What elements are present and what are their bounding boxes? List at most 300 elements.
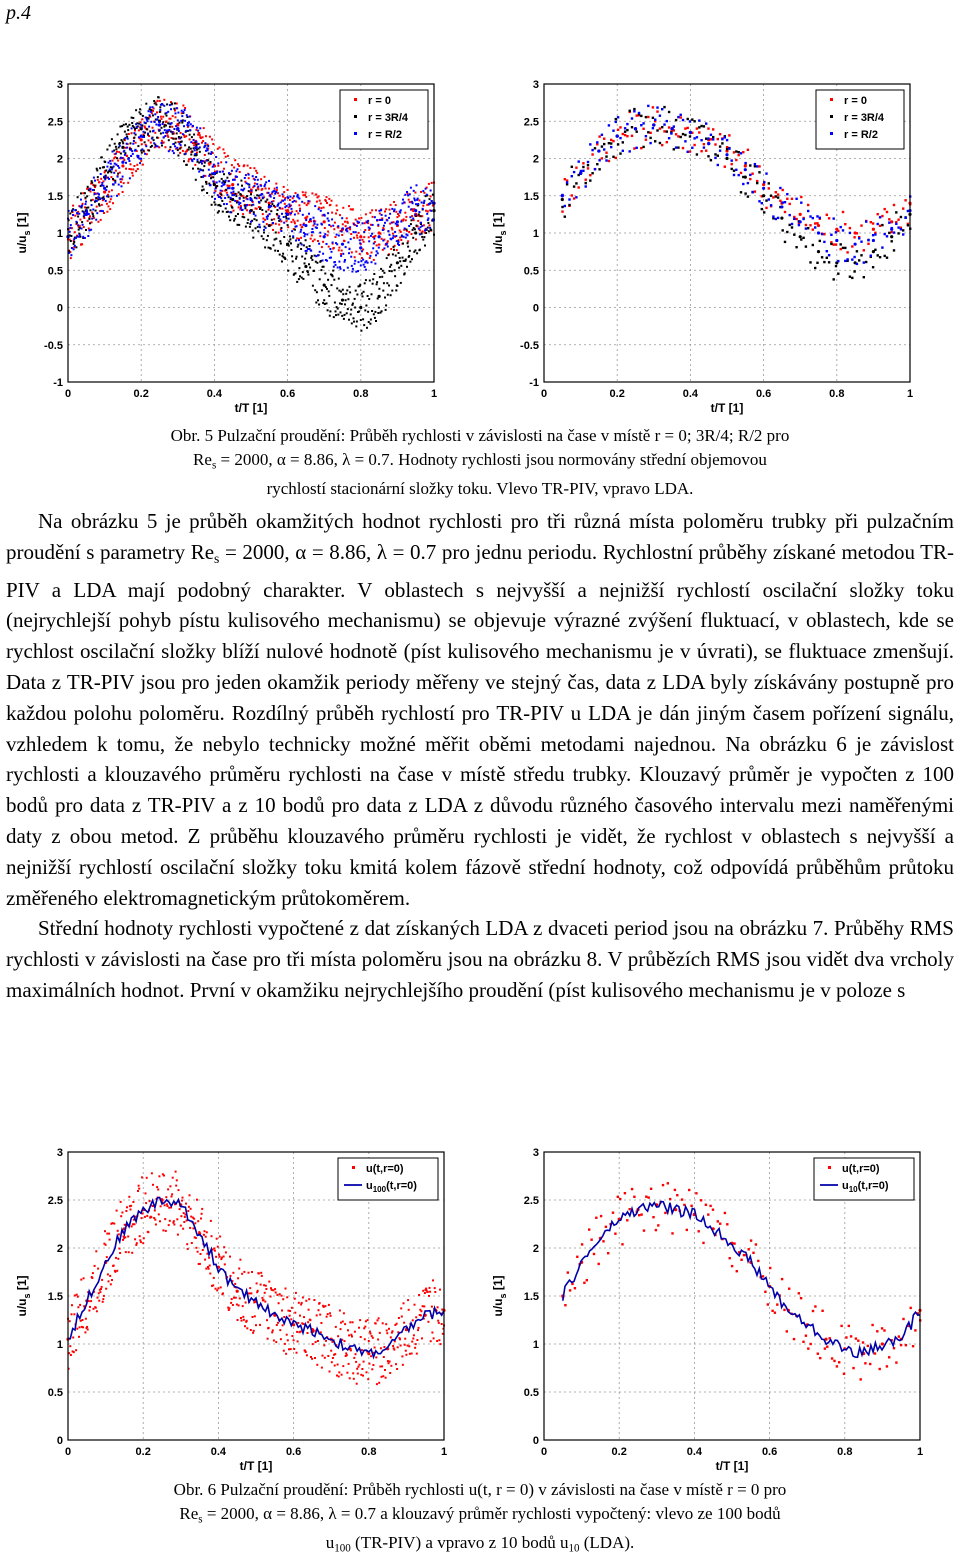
data-point xyxy=(128,1196,130,1198)
y-tick-label: -1 xyxy=(529,377,539,389)
data-point xyxy=(70,254,72,256)
data-point xyxy=(205,181,207,183)
data-point xyxy=(159,1220,161,1222)
x-tick-label: 0.8 xyxy=(837,1446,853,1458)
data-point xyxy=(273,205,275,207)
data-point xyxy=(426,213,428,215)
data-point xyxy=(677,116,679,118)
data-point xyxy=(291,249,293,251)
data-point xyxy=(434,1287,436,1289)
data-point xyxy=(165,1230,167,1232)
y-tick-label: 0 xyxy=(56,1435,63,1447)
data-point xyxy=(159,109,161,111)
data-point xyxy=(91,218,93,220)
data-point xyxy=(405,237,407,239)
data-point xyxy=(425,232,427,234)
data-point xyxy=(707,137,709,139)
y-tick-label: 2 xyxy=(56,153,63,166)
data-point xyxy=(777,196,779,198)
data-point xyxy=(365,305,367,307)
data-point xyxy=(175,1185,177,1187)
data-point xyxy=(338,1371,340,1373)
data-point xyxy=(267,235,269,237)
data-point xyxy=(600,1215,602,1217)
data-point xyxy=(149,114,151,116)
data-point xyxy=(279,240,281,242)
data-point xyxy=(119,142,121,144)
data-point xyxy=(860,241,862,243)
data-point xyxy=(564,178,566,180)
data-point xyxy=(407,242,409,244)
data-point xyxy=(378,288,380,290)
data-point xyxy=(860,224,862,226)
data-point xyxy=(385,304,387,306)
data-point xyxy=(229,219,231,221)
data-point xyxy=(211,138,213,140)
data-point xyxy=(222,171,224,173)
data-point xyxy=(610,146,612,148)
data-point xyxy=(823,261,825,263)
data-point xyxy=(400,1345,402,1347)
data-point xyxy=(412,202,414,204)
legend-swatch-dot xyxy=(830,115,833,118)
data-point xyxy=(578,186,580,188)
data-point xyxy=(824,1347,826,1349)
data-point xyxy=(652,106,654,108)
data-point xyxy=(268,1327,270,1329)
data-point xyxy=(253,218,255,220)
data-point xyxy=(80,192,82,194)
data-point xyxy=(422,190,424,192)
data-point xyxy=(351,265,353,267)
data-point xyxy=(396,1323,398,1325)
data-point xyxy=(312,231,314,233)
data-point xyxy=(302,224,304,226)
data-point xyxy=(371,310,373,312)
data-point xyxy=(171,103,173,105)
data-point xyxy=(783,1309,785,1311)
data-point xyxy=(333,247,335,249)
data-point xyxy=(666,120,668,122)
data-point xyxy=(293,1339,295,1341)
data-point xyxy=(369,280,371,282)
data-point xyxy=(182,105,184,107)
data-point xyxy=(900,216,902,218)
data-point xyxy=(344,221,346,223)
data-point xyxy=(173,1220,175,1222)
data-point xyxy=(139,1239,141,1241)
data-point xyxy=(204,1230,206,1232)
data-point xyxy=(137,1190,139,1192)
data-point xyxy=(142,115,144,117)
data-point xyxy=(347,222,349,224)
data-point xyxy=(307,1332,309,1334)
data-point xyxy=(198,143,200,145)
data-point xyxy=(696,127,698,129)
data-point xyxy=(273,218,275,220)
data-point-key xyxy=(890,235,893,238)
data-point xyxy=(281,1295,283,1297)
data-point xyxy=(283,1350,285,1352)
data-point xyxy=(99,181,101,183)
data-point xyxy=(877,254,879,256)
data-point xyxy=(157,100,159,102)
data-point xyxy=(364,282,366,284)
data-point xyxy=(113,166,115,168)
data-point xyxy=(314,223,316,225)
data-point xyxy=(73,248,75,250)
data-point xyxy=(409,193,411,195)
data-point xyxy=(388,217,390,219)
data-point xyxy=(77,196,79,198)
caption6-line3-end: (LDA). xyxy=(579,1533,635,1553)
data-point xyxy=(408,255,410,257)
data-point xyxy=(386,1330,388,1332)
data-point xyxy=(131,127,133,129)
data-point xyxy=(241,1273,243,1275)
data-point xyxy=(70,224,72,226)
data-point xyxy=(189,129,191,131)
data-point xyxy=(902,233,904,235)
data-point xyxy=(297,1340,299,1342)
caption-re-sub: s xyxy=(211,459,217,472)
data-point xyxy=(598,168,600,170)
data-point xyxy=(724,1212,726,1214)
data-point xyxy=(140,121,142,123)
data-point xyxy=(698,131,700,133)
data-point xyxy=(902,207,904,209)
data-point xyxy=(370,1355,372,1357)
data-point xyxy=(821,233,823,235)
data-point xyxy=(125,1210,127,1212)
data-point xyxy=(809,224,811,226)
data-point xyxy=(440,1343,442,1345)
data-point xyxy=(70,240,72,242)
data-point xyxy=(735,169,737,171)
data-point xyxy=(291,1335,293,1337)
data-point xyxy=(316,262,318,264)
data-point xyxy=(380,268,382,270)
data-point xyxy=(842,229,844,231)
data-point xyxy=(326,1316,328,1318)
data-point xyxy=(230,192,232,194)
data-point xyxy=(199,1263,201,1265)
data-point xyxy=(391,222,393,224)
data-point xyxy=(131,1225,133,1227)
data-point xyxy=(146,1177,148,1179)
data-point xyxy=(279,207,281,209)
data-point xyxy=(192,125,194,127)
data-point xyxy=(341,231,343,233)
data-point xyxy=(383,247,385,249)
data-point xyxy=(305,252,307,254)
data-point xyxy=(209,1265,211,1267)
data-point xyxy=(104,1230,106,1232)
data-point xyxy=(130,155,132,157)
data-point xyxy=(360,330,362,332)
data-point xyxy=(257,230,259,232)
data-point xyxy=(837,260,839,262)
data-point xyxy=(202,169,204,171)
data-point xyxy=(131,122,133,124)
data-point xyxy=(888,222,890,224)
data-point xyxy=(578,160,580,162)
data-point xyxy=(897,219,899,221)
data-point xyxy=(645,139,647,141)
data-point xyxy=(103,198,105,200)
data-point xyxy=(149,106,151,108)
data-point xyxy=(900,228,902,230)
data-point xyxy=(91,204,93,206)
data-point xyxy=(626,135,628,137)
data-point xyxy=(200,1218,202,1220)
data-point xyxy=(328,1304,330,1306)
figure6-caption-line3 xyxy=(40,1531,920,1560)
data-point xyxy=(174,145,176,147)
legend-label xyxy=(842,1163,880,1175)
data-point xyxy=(261,235,263,237)
data-point xyxy=(263,229,265,231)
data-point-key xyxy=(268,205,271,208)
data-point xyxy=(113,172,115,174)
data-point xyxy=(93,177,95,179)
data-point xyxy=(655,1229,657,1231)
data-point xyxy=(844,247,846,249)
data-point xyxy=(90,209,92,211)
data-point xyxy=(294,1298,296,1300)
data-point xyxy=(418,1327,420,1329)
data-point xyxy=(237,1319,239,1321)
data-point xyxy=(289,238,291,240)
data-point xyxy=(225,208,227,210)
data-point xyxy=(333,316,335,318)
data-point xyxy=(392,237,394,239)
data-point xyxy=(411,219,413,221)
data-point xyxy=(304,202,306,204)
data-point xyxy=(184,1216,186,1218)
data-point xyxy=(278,1302,280,1304)
y-axis-label-main: u/u xyxy=(15,235,29,254)
data-point xyxy=(271,219,273,221)
data-point xyxy=(202,186,204,188)
data-point xyxy=(399,1338,401,1340)
data-point xyxy=(393,235,395,237)
paragraph-1-b: = 2000, α = 8.86, λ = 0.7 pro jednu periodu. Rychlostní průběhy získané metodou TR-PIV a LDA mají podobný charakter. V oblastech s nejvyšší a nejnižší rychlostí oscilační složky toku (nejrychlejší pohyb pístu kulisového mechanismu) se objevuje výrazné zvýšení fluktuací, v oblastech, kde se rychlost oscilační složky blíží nulové hodnotě (píst kulisového mechanismu je v úvrati), se fluktuace zmenšují. Data z TR-PIV jsou pro jeden okamžik periody měřeny ve stejný čas, data z LDA byly získávány postupně pro každou polohu poloměru. Rozdílný průběh rychlostí pro TR-PIV u LDA je dán jiným časem pořízení signálu, vzhledem k tomu, že nebylo technicky možné měřit oběmi metodami najednou. Na obrázku 6 je závislost rychlosti a klouzavého průměru rychlosti na čase v místě středu trubky. Klouzavý průměr je vypočten z 100 bodů pro data z TR-PIV a z 10 bodů pro data z LDA z důvodu různého časového intervalu mezi naměřenými daty z obou metod. Z průběhu klouzavého průměru rychlosti je vidět, že rychlost v oblastech s nejvyšší a nejnižší rychlostí oscilační složky toku kmitá kolem fázově střední hodnoty, což odpovídá průběhům průtoku změřeného elektromagnetickým průtokoměrem. xyxy=(6,539,954,910)
data-point xyxy=(733,1242,735,1244)
data-point xyxy=(200,1253,202,1255)
fig6-right-chart xyxy=(476,1136,946,1476)
data-point xyxy=(765,172,767,174)
data-point xyxy=(438,1339,440,1341)
data-point xyxy=(349,248,351,250)
data-point xyxy=(370,235,372,237)
data-point xyxy=(656,106,658,108)
data-point xyxy=(249,226,251,228)
data-point xyxy=(146,118,148,120)
data-point xyxy=(200,137,202,139)
data-point-key xyxy=(799,235,802,238)
data-point xyxy=(262,197,264,199)
data-point xyxy=(356,234,358,236)
data-point xyxy=(229,187,231,189)
data-point xyxy=(871,1324,873,1326)
data-point xyxy=(90,1300,92,1302)
data-point xyxy=(173,108,175,110)
data-point xyxy=(826,257,828,259)
data-point xyxy=(268,188,270,190)
x-tick-label: 0.6 xyxy=(285,1446,302,1458)
data-point xyxy=(405,1354,407,1356)
data-point xyxy=(268,1281,270,1283)
data-point xyxy=(427,217,429,219)
data-point xyxy=(292,219,294,221)
data-point xyxy=(99,167,101,169)
data-point xyxy=(340,268,342,270)
data-point-key xyxy=(744,164,747,167)
data-point xyxy=(339,1310,341,1312)
data-point xyxy=(407,1299,409,1301)
data-point xyxy=(800,202,802,204)
data-point xyxy=(373,259,375,261)
data-point xyxy=(415,1316,417,1318)
data-point xyxy=(856,250,858,252)
x-tick-label: 0.6 xyxy=(761,1446,778,1458)
data-point xyxy=(390,1336,392,1338)
data-point xyxy=(274,1288,276,1290)
y-tick-label: 1.5 xyxy=(47,1291,63,1303)
data-point xyxy=(315,1341,317,1343)
data-point xyxy=(363,291,365,293)
data-point xyxy=(800,238,802,240)
data-point xyxy=(369,212,371,214)
data-point xyxy=(638,112,640,114)
data-point xyxy=(260,1272,262,1274)
data-point xyxy=(90,188,92,190)
data-point xyxy=(246,204,248,206)
data-point xyxy=(153,139,155,141)
data-point xyxy=(305,1351,307,1353)
data-point xyxy=(116,1270,118,1272)
data-point xyxy=(373,313,375,315)
data-point xyxy=(238,1268,240,1270)
data-point xyxy=(652,117,654,119)
data-point xyxy=(370,319,372,321)
data-point xyxy=(124,152,126,154)
data-point xyxy=(112,1222,114,1224)
data-point xyxy=(749,178,751,180)
data-point xyxy=(424,245,426,247)
data-point xyxy=(206,192,208,194)
data-point xyxy=(757,1260,759,1262)
data-point xyxy=(415,203,417,205)
data-point xyxy=(317,240,319,242)
data-point xyxy=(656,129,658,131)
x-tick-label: 0 xyxy=(64,1446,72,1458)
data-point xyxy=(94,193,96,195)
data-point xyxy=(246,195,248,197)
data-point xyxy=(176,1218,178,1220)
data-point xyxy=(405,216,407,218)
data-point xyxy=(416,184,418,186)
data-point xyxy=(684,127,686,129)
data-point xyxy=(252,175,254,177)
data-point xyxy=(402,1364,404,1366)
data-point xyxy=(690,1205,692,1207)
data-point xyxy=(345,246,347,248)
data-point xyxy=(376,250,378,252)
data-point xyxy=(220,161,222,163)
data-point xyxy=(853,236,855,238)
data-point xyxy=(387,294,389,296)
x-tick-label: 0.6 xyxy=(279,388,296,400)
data-point xyxy=(106,211,108,213)
data-point xyxy=(408,225,410,227)
data-point xyxy=(297,220,299,222)
data-point xyxy=(408,231,410,233)
data-point xyxy=(680,136,682,138)
data-point xyxy=(891,231,893,233)
data-point xyxy=(910,1307,912,1309)
data-point xyxy=(189,1227,191,1229)
data-point-key xyxy=(414,209,417,212)
data-point xyxy=(163,99,165,101)
data-point xyxy=(293,1348,295,1350)
data-point xyxy=(336,287,338,289)
data-point xyxy=(427,1321,429,1323)
data-point-key xyxy=(872,250,875,253)
data-point xyxy=(782,201,784,203)
data-point xyxy=(136,1242,138,1244)
data-point xyxy=(666,141,668,143)
data-point xyxy=(319,235,321,237)
data-point xyxy=(695,1192,697,1194)
fig5-left-chart xyxy=(0,68,460,418)
data-point xyxy=(295,272,297,274)
data-point xyxy=(111,168,113,170)
data-point xyxy=(97,221,99,223)
data-point xyxy=(842,247,844,249)
data-point xyxy=(96,206,98,208)
data-point xyxy=(119,178,121,180)
data-point xyxy=(327,218,329,220)
data-point xyxy=(184,107,186,109)
data-point-key xyxy=(890,228,893,231)
x-tick-label: 0 xyxy=(540,388,548,400)
legend-label-sub: 10 xyxy=(848,1185,858,1194)
data-point xyxy=(232,1272,234,1274)
data-point xyxy=(689,135,691,137)
data-point xyxy=(118,184,120,186)
data-point xyxy=(114,180,116,182)
data-point xyxy=(662,1184,664,1186)
data-point xyxy=(879,1368,881,1370)
data-point xyxy=(320,203,322,205)
data-point xyxy=(640,124,642,126)
data-point xyxy=(348,1363,350,1365)
data-point xyxy=(389,213,391,215)
data-point xyxy=(884,233,886,235)
data-point xyxy=(95,219,97,221)
data-point xyxy=(210,153,212,155)
data-point xyxy=(310,218,312,220)
data-point xyxy=(322,1355,324,1357)
data-point xyxy=(335,236,337,238)
data-point xyxy=(819,1357,821,1359)
data-point xyxy=(826,250,828,252)
data-point xyxy=(619,126,621,128)
data-point xyxy=(323,207,325,209)
data-point xyxy=(85,201,87,203)
